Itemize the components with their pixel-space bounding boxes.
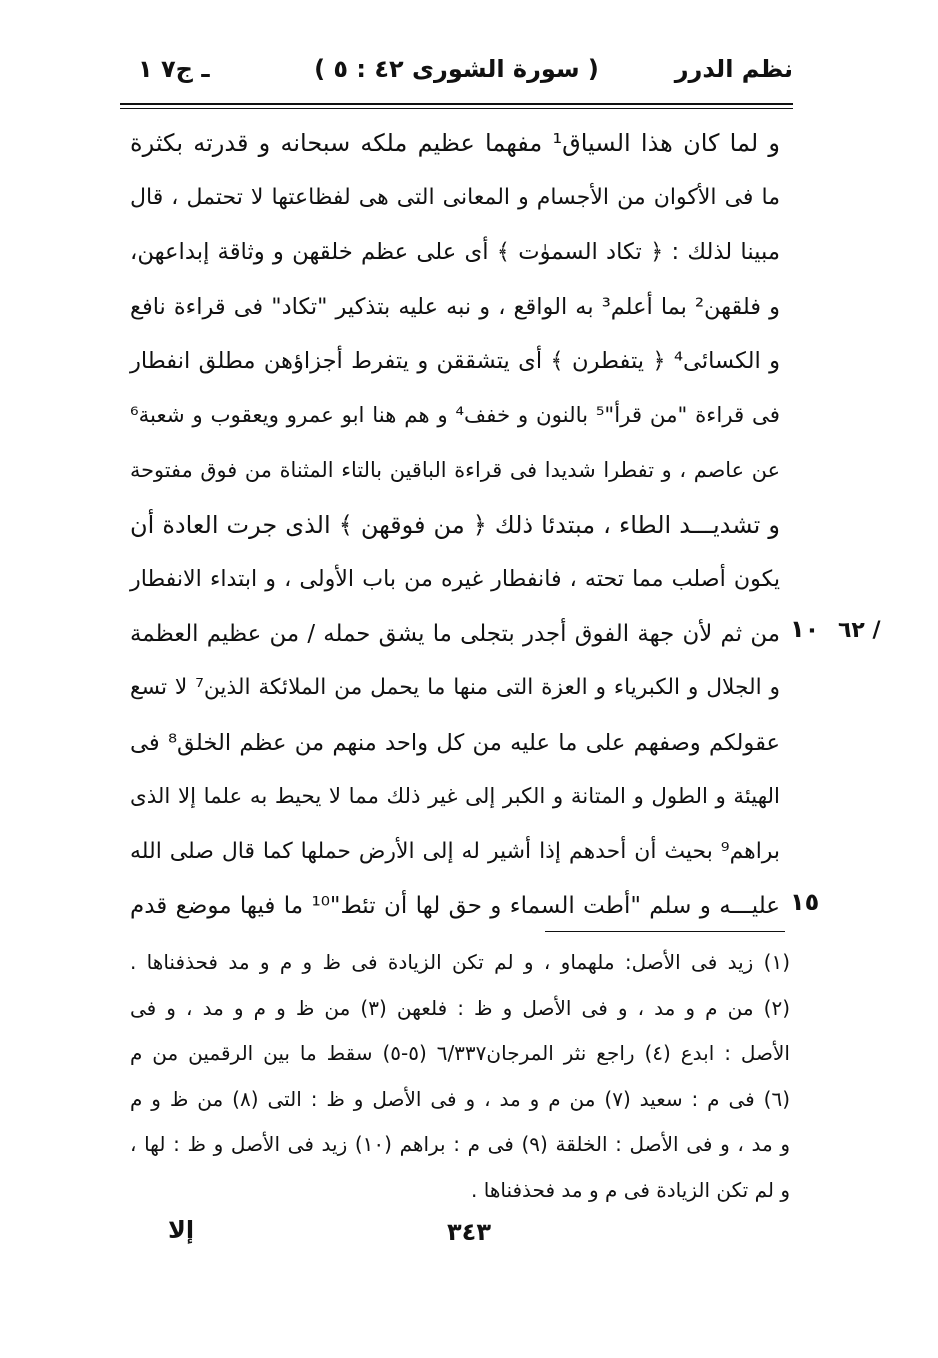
text-line: و فلقهن² بما أعلم³ به الواقع ، و نبه عليه بتذكير "تكاد" فى قراءة نافع — [130, 293, 780, 320]
text-line: عقولكم وصفهم على ما عليه من كل واحد منهم من عظم الخلق⁸ فى — [130, 729, 781, 756]
text-line: فى قراءة "من قرأ"⁵ بالنون و خفف⁴ و هم هنا ابو عمرو ويعقوب و شعبة⁶ — [130, 402, 780, 428]
text-line: عليـــه و سلم "أطت السماء و حق لها أن تئط"¹⁰ ما فيها موضع قدم — [130, 893, 780, 919]
page-number: ٣٤٣ — [447, 1218, 491, 1246]
text-line: ما فى الأكوان من الأجسام و المعانى التى هى لفظاعتها لا تحتمل ، قال — [130, 184, 780, 210]
footnote-line: الأصل : ابدع (٤) راجع نثر المرجان٦/٣٣٧ (٥-٥) سقط ما بين الرقمين من م — [130, 1041, 790, 1065]
footnote-line: و لم تكن الزيادة فى م و مد فحذفناها . — [471, 1177, 790, 1202]
text-line: و الجلال و الكبرياء و العزة التى منها ما يحمل من الملائكة الذين⁷ لا تسع — [130, 675, 781, 700]
catchword: إلا — [168, 1216, 195, 1244]
footnotes — [130, 940, 790, 1213]
text-line: الهيئة و الطول و المتانة و الكبر إلى غير ذلك مما لا يحيط به علما إلا الذى — [130, 784, 780, 809]
text-line: يكون أصلب مما تحته ، فانفطار غيره من باب الأولى ، و ابتداء الانفطار — [130, 566, 780, 592]
line-number-15: ١٥ — [790, 888, 820, 916]
footnote-line: و مد ، و فى الأصل : الخلقة (٩) فى م : براهم (١٠) زيد فى الأصل و ظ : لها ، — [130, 1132, 790, 1156]
book-title: نظم الدرر — [674, 55, 793, 83]
footnote-separator — [545, 931, 785, 932]
footnote-line: (٦) فى م : سعيد (٧) من م و مد ، و فى الأصل و ظ : التى (٨) من ظ و م — [130, 1086, 791, 1111]
text-line: و لما كان هذا السياق¹ مفهما عظيم ملكه سبحانه و قدرته بكثرة — [130, 129, 780, 157]
text-line: و الكسائى⁴ ﴿ يتفطرن ﴾ أى يتشققن و يتفرط أجزاؤهن مطلق انفطار — [130, 348, 780, 374]
footnote-line: (١) زيد فى الأصل: ملهماو ، و لم تكن الزيادة فى ظ و م و مد فحذفناها . — [130, 950, 790, 974]
volume-marker: ـ ج٧ ١ — [138, 55, 210, 83]
main-text — [130, 118, 780, 936]
text-line: عن عاصم ، و تفطرا شديدا فى قراءة الباقين بالتاء المثناة من فوق مفتوحة — [130, 458, 780, 482]
surah-reference: ( سورة الشورى ٤٢ : ٥ ) — [314, 55, 599, 83]
text-line: من ثم لأن جهة الفوق أجدر بتجلى ما يشق حمله / من عظيم العظمة — [130, 620, 780, 647]
text-line: براهم⁹ بحيث أن أحدهم إذا أشير له إلى الأرض حملها كما قال صلى الله — [130, 838, 780, 864]
line-number-10: ١٠ — [790, 615, 820, 643]
margin-page-reference: ٦٢ / — [838, 618, 881, 643]
header-rule-thin — [120, 108, 793, 109]
running-header — [120, 55, 793, 95]
footnote-line: (٢) من م و مد ، و فى الأصل و ظ : فلعهن (٣) من ظ و م و مد ، و فى — [130, 995, 790, 1020]
text-line: و تشديـــد الطاء ، مبتدئا ذلك ﴿ من فوقهن ﴾ الذى جرت العادة أن — [130, 510, 780, 539]
header-rule-thick — [120, 103, 793, 105]
text-line: مبينا لذلك : ﴿ تكاد السموٰت ﴾ أى على عظم خلقهن و وثاقة إبداعهن، — [130, 239, 780, 265]
